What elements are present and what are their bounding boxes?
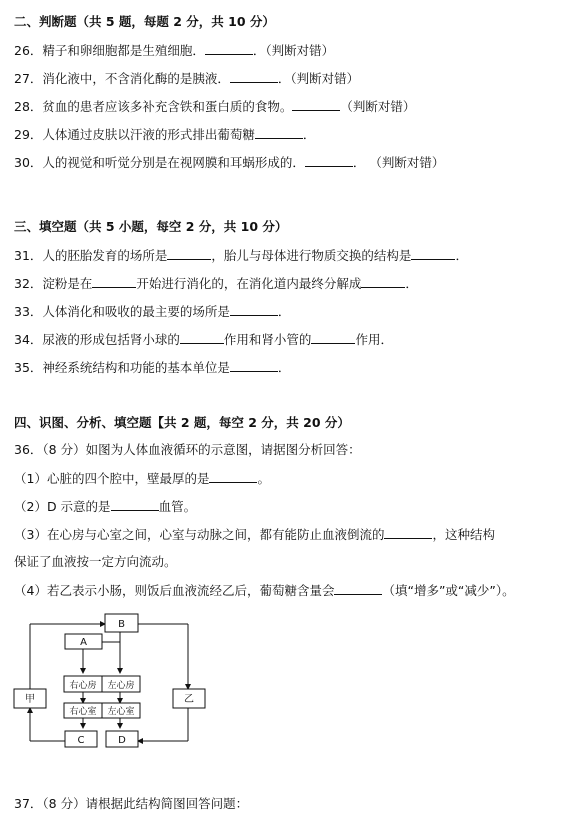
label-a: A bbox=[80, 637, 87, 648]
question-36-part-2: （2）D 示意的是 血管。 bbox=[14, 499, 197, 514]
label-b: B bbox=[118, 619, 125, 630]
answer-blank[interactable] bbox=[334, 581, 382, 595]
section-heading-judgement: 二、判断题（共 5 题，每题 2 分，共 10 分） bbox=[14, 14, 275, 29]
label-d: D bbox=[118, 735, 126, 746]
question-32: 32．淀粉是在 开始进行消化的，在消化道内最终分解成 ． bbox=[14, 276, 418, 291]
label-right-atrium: 右心房 bbox=[69, 681, 97, 691]
answer-blank[interactable] bbox=[230, 69, 278, 83]
question-36-intro: 36．（8 分）如图为人体血液循环的示意图，请据图分析回答： bbox=[14, 442, 361, 457]
answer-blank[interactable] bbox=[361, 274, 405, 288]
answer-blank[interactable] bbox=[305, 153, 353, 167]
question-31: 31．人的胚胎发育的场所是 ，胎儿与母体进行物质交换的结构是 ． bbox=[14, 248, 468, 263]
label-yi: 乙 bbox=[184, 694, 194, 705]
label-left-ventricle: 左心室 bbox=[107, 707, 135, 717]
question-37-intro: 37．（8 分）请根据此结构简图回答问题： bbox=[14, 796, 249, 811]
question-33: 33．人体消化和吸收的最主要的场所是 ． bbox=[14, 304, 291, 319]
label-jia: 甲 bbox=[25, 694, 35, 705]
label-right-ventricle: 右心室 bbox=[69, 707, 97, 717]
question-36-part-3-cont: 保证了血液按一定方向流动。 bbox=[14, 554, 177, 569]
answer-blank[interactable] bbox=[230, 302, 278, 316]
answer-blank[interactable] bbox=[384, 525, 432, 539]
question-28: 28．贫血的患者应该多补充含铁和蛋白质的食物。 （判断对错） bbox=[14, 99, 416, 114]
question-35: 35．神经系统结构和功能的基本单位是 ． bbox=[14, 360, 291, 375]
answer-blank[interactable] bbox=[230, 358, 278, 372]
question-30: 30．人的视觉和听觉分别是在视网膜和耳蜗形成的． ． （判断对错） bbox=[14, 155, 445, 170]
answer-blank[interactable] bbox=[209, 469, 257, 483]
question-36-part-3: （3）在心房与心室之间，心室与动脉之间，都有能防止血液倒流的 ，这种结构 bbox=[14, 527, 495, 542]
question-34: 34．尿液的形成包括肾小球的 作用和肾小管的 作用． bbox=[14, 332, 393, 347]
question-36-part-4: （4）若乙表示小肠，则饭后血液流经乙后，葡萄糖含量会 （填“增多”或“减少”）。 bbox=[14, 583, 515, 598]
question-27: 27．消化液中，不含消化酶的是胰液． ．（判断对错） bbox=[14, 71, 360, 86]
label-left-atrium: 左心房 bbox=[107, 681, 135, 691]
section-heading-diagram: 四、识图、分析、填空题【共 2 题，每空 2 分，共 20 分） bbox=[14, 415, 350, 430]
answer-blank[interactable] bbox=[205, 41, 253, 55]
answer-blank[interactable] bbox=[255, 125, 303, 139]
answer-blank[interactable] bbox=[411, 246, 455, 260]
blood-circulation-diagram bbox=[10, 610, 210, 755]
question-36-part-1: （1）心脏的四个腔中，壁最厚的是 。 bbox=[14, 471, 270, 486]
question-26: 26．精子和卵细胞都是生殖细胞． ．（判断对错） bbox=[14, 43, 335, 58]
label-c: C bbox=[77, 735, 85, 746]
answer-blank[interactable] bbox=[92, 274, 136, 288]
answer-blank[interactable] bbox=[167, 246, 211, 260]
section-heading-fill: 三、填空题（共 5 小题，每空 2 分，共 10 分） bbox=[14, 219, 288, 234]
answer-blank[interactable] bbox=[311, 330, 355, 344]
answer-blank[interactable] bbox=[292, 97, 340, 111]
answer-blank[interactable] bbox=[111, 497, 159, 511]
question-29: 29．人体通过皮肤以汗液的形式排出葡萄糖 ． bbox=[14, 127, 316, 142]
answer-blank[interactable] bbox=[180, 330, 224, 344]
